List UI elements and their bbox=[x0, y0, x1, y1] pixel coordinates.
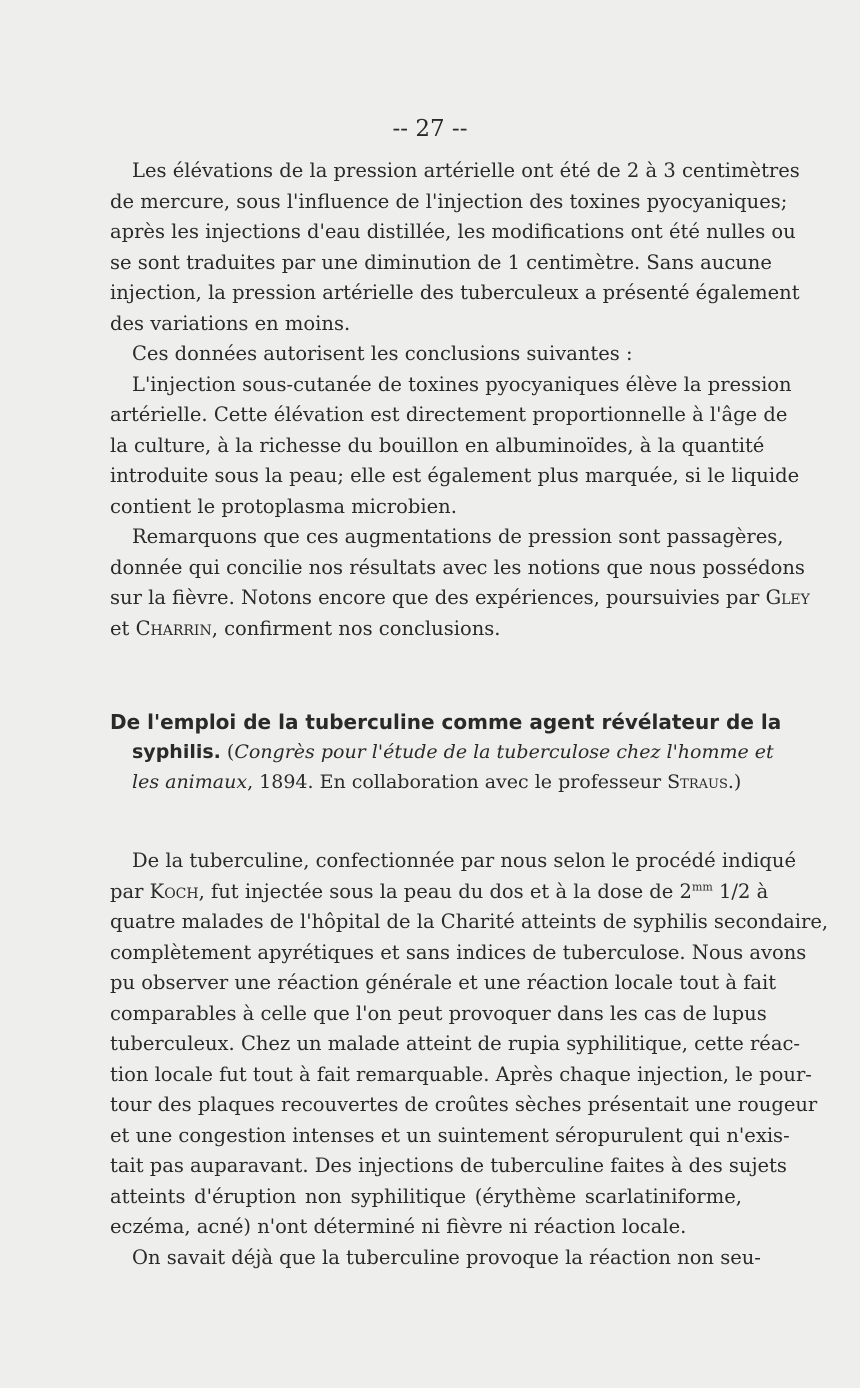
text-line: On savait déjà que la tuberculine provoque la réaction non seu- bbox=[132, 1245, 761, 1269]
text-line: tion locale fut tout à fait remarquable. Après chaque injection, le pour- bbox=[110, 1062, 812, 1086]
text-line: tait pas auparavant. Des injections de tuberculine faites à des sujets bbox=[110, 1154, 787, 1177]
page-number: -- 27 -- bbox=[392, 116, 468, 142]
section-pression-arterielle bbox=[110, 156, 810, 644]
author-straus: Straus bbox=[667, 771, 728, 793]
text-line bbox=[110, 614, 742, 645]
text-line: L'injection sous-cutanée de toxines pyocyaniques élève la pression bbox=[132, 372, 792, 396]
text-line: donnée qui concilie nos résultats avec les notions que nous possédons bbox=[110, 555, 805, 579]
text-line: eczéma, acné) n'ont déterminé ni fièvre ni réaction locale. bbox=[110, 1215, 687, 1238]
text-line: artérielle. Cette élévation est directement proportionnelle à l'âge de bbox=[110, 403, 788, 426]
text-line: des variations en moins. bbox=[110, 311, 351, 335]
author-gley: Gley bbox=[765, 586, 810, 609]
text-fragment: ( bbox=[220, 741, 235, 763]
text-line: Les élévations de la pression artérielle ont été de 2 à 3 centimètres bbox=[132, 159, 800, 182]
text-line: de mercure, sous l'influence de l'injection des toxines pyocyaniques; bbox=[110, 189, 788, 213]
text-line: tour des plaques recouvertes de croûtes sèches présentait une rougeur bbox=[110, 1093, 818, 1116]
text-line: contient le protoplasma microbien. bbox=[110, 494, 457, 518]
text-fragment: , 1894. En collaboration avec le professeur bbox=[247, 771, 668, 793]
text-line bbox=[110, 583, 810, 614]
section-heading bbox=[110, 707, 782, 797]
text-line: se sont traduites par une diminution de 1 centimètre. Sans aucune bbox=[110, 250, 772, 274]
citation-title: Congrès pour l'étude de la tuberculose chez l'homme et bbox=[234, 741, 774, 763]
unit-superscript: mm bbox=[691, 880, 713, 893]
text-line: introduite sous la peau; elle est également plus marquée, si le liquide bbox=[110, 464, 800, 487]
text-line: la culture, à la richesse du bouillon en albuminoïdes, à la quantité bbox=[110, 433, 765, 457]
text-line: complètement apyrétiques et sans indices de tuberculose. Nous avons bbox=[110, 940, 807, 964]
citation-title: les animaux bbox=[132, 771, 248, 793]
heading-line bbox=[110, 737, 774, 767]
text-line: Remarquons que ces augmentations de pression sont passagères, bbox=[132, 525, 784, 548]
text-line: Ces données autorisent les conclusions suivantes : bbox=[132, 342, 633, 365]
text-fragment: sur la fièvre. Notons encore que des expériences, poursuivies par bbox=[110, 586, 760, 609]
text-line: comparables à celle que l'on peut provoquer dans les cas de lupus bbox=[110, 1001, 767, 1025]
text-fragment: 1/2 à bbox=[712, 879, 769, 903]
text-fragment: .) bbox=[727, 771, 742, 793]
text-line: injection, la pression artérielle des tuberculeux a présenté également bbox=[110, 281, 800, 304]
heading-title: De l'emploi de la tuberculine comme agent révélateur de la bbox=[110, 710, 782, 734]
heading-line bbox=[110, 767, 754, 797]
text-line: après les injections d'eau distillée, les modifications ont été nulles ou bbox=[110, 220, 796, 243]
text-fragment: et bbox=[110, 616, 130, 640]
text-fragment: , confirment nos conclusions. bbox=[211, 616, 501, 640]
text-line: pu observer une réaction générale et une réaction locale tout à fait bbox=[110, 971, 777, 994]
text-line: et une congestion intenses et un suintement séropurulent qui n'exis- bbox=[110, 1123, 790, 1147]
text-line: atteints d'éruption non syphilitique (érythème scarlatiniforme, bbox=[110, 1184, 742, 1208]
heading-syphilis: syphilis. bbox=[132, 741, 221, 763]
author-charrin: Charrin bbox=[135, 616, 212, 640]
text-fragment: par bbox=[110, 879, 150, 903]
text-line: tuberculeux. Chez un malade atteint de rupia syphilitique, cette réac- bbox=[110, 1032, 800, 1055]
text-line: De la tuberculine, confectionnée par nous selon le procédé indiqué bbox=[132, 849, 796, 872]
text-line bbox=[110, 877, 769, 908]
text-line: quatre malades de l'hôpital de la Charité atteints de syphilis secondaire, bbox=[110, 910, 829, 933]
author-koch: Koch bbox=[149, 879, 199, 903]
section-tuberculine bbox=[110, 846, 829, 1273]
text-fragment: , fut injectée sous la peau du dos et à la dose de 2 bbox=[198, 879, 692, 903]
